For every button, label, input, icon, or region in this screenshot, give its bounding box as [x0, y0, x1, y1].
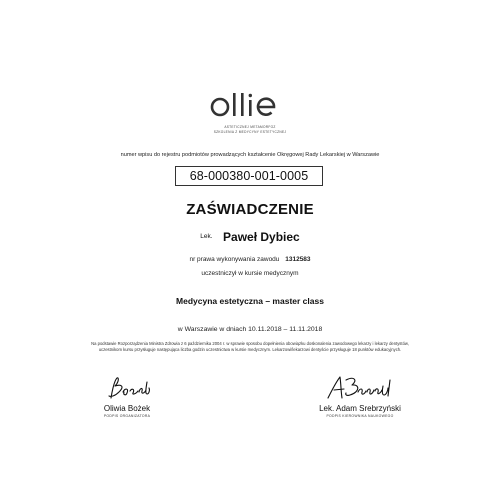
- signature-organizer-name: Oliwia Bożek: [103, 404, 151, 413]
- logo-subtitle-line2: SZKOLENIA Z MEDYCYNY ESTETYCZNEJ: [213, 129, 287, 134]
- signature-organizer: [72, 372, 182, 419]
- brand-logo: [0, 90, 500, 134]
- ollie-logo-icon: [210, 90, 290, 118]
- signature-icon: [97, 372, 157, 404]
- course-title: Medycyna estetyczna – master class: [176, 296, 324, 306]
- registry-number-box: 68-000380-001-0005: [175, 166, 323, 186]
- recipient-name-line: [0, 228, 500, 246]
- legal-note: [42, 341, 458, 353]
- signature-scientific-head-role: PODPIS KIEROWNIKA NAUKOWEGO: [326, 414, 394, 418]
- certificate-title: ZAŚWIADCZENIE: [186, 201, 314, 218]
- logo-subtitle: [0, 125, 500, 134]
- signature-organizer-role: PODPIS ORGANIZATORA: [103, 414, 151, 418]
- license-label: nr prawa wykonywania zawodu: [189, 256, 280, 263]
- participation-statement: uczestniczył w kursie medycznym: [201, 270, 299, 277]
- legal-note-line1: Na podstawie Rozporządzenia Ministra Zdrowia z 6 października 2004 r. w sprawie sposobu dopełnienia obowiązku doskonalenia zawodowego lekarzy i lekarzy dentystów,: [91, 341, 409, 346]
- place-and-date: w Warszawie w dniach 10.11.2018 – 11.11.2018: [177, 326, 323, 333]
- signature-icon: [320, 372, 400, 404]
- signature-scientific-head: [300, 372, 420, 419]
- signature-scientific-head-name: Lek. Adam Srebrzyński: [319, 404, 401, 413]
- registry-note: numer wpisu do rejestru podmiotów prowadzących kształcenie Okręgowej Rady Lekarskiej w Warszawie: [120, 152, 380, 158]
- legal-note-line2: uczestnikom kursu przysługuje następująca liczba godzin uczestnictwa w kursie medycznym. Lekarzowi/lekarzowi dentyście przysługuje 18 punktów edukacyjnych.: [98, 347, 402, 353]
- logo-subtitle-line1: ASTETICZNEJ METAMORFOZ: [224, 125, 276, 129]
- license-number: 1312583: [285, 256, 311, 263]
- recipient-title-prefix: Lek.: [200, 233, 213, 241]
- recipient-name: Paweł Dybiec: [223, 229, 300, 244]
- logo-wordmark: [210, 90, 290, 124]
- license-line: [0, 256, 500, 263]
